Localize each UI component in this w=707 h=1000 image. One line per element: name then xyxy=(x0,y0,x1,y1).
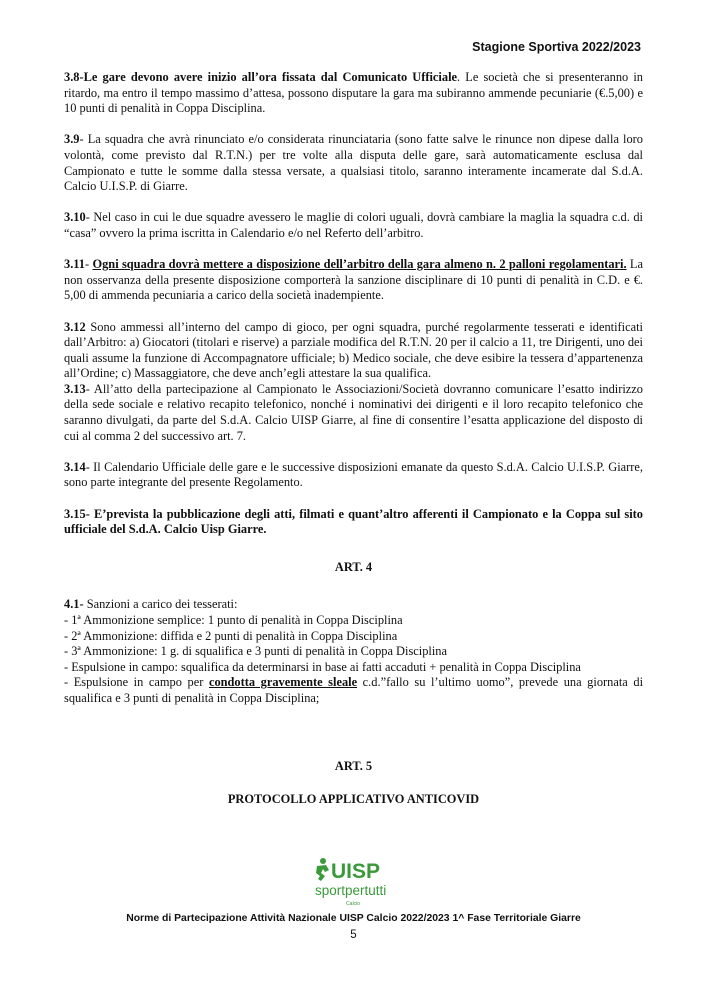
paragraph-3-9 xyxy=(64,132,643,194)
uisp-logo-graphic xyxy=(313,857,397,913)
paragraph-text: Sanzioni a carico dei tesserati: xyxy=(83,597,238,612)
paragraph-3-10 xyxy=(64,210,643,241)
list-item: - Espulsione in campo: squalifica da determinarsi in base ai fatti accaduti + penalità in Coppa Disciplina xyxy=(64,659,581,674)
paragraph-number: 3.8- xyxy=(64,70,84,84)
paragraph-number: 3.14 xyxy=(64,459,86,474)
paragraph-text: - Nel caso in cui le due squadre avessero le maglie di colori uguali, dovrà cambiare la maglia la squadra c.d. di “casa” ovvero la prima iscritta in Calendario e/o nel Referto dell’arbitro. xyxy=(64,210,643,240)
paragraph-number: 3.13 xyxy=(64,381,86,396)
list-item xyxy=(64,675,643,706)
page-footer: Norme di Partecipazione Attività Nazionale UISP Calcio 2022/2023 1^ Fase Territoriale Giarre xyxy=(126,913,581,924)
paragraph-3-11 xyxy=(64,257,643,304)
paragraph-text: - Il Calendario Ufficiale delle gare e le successive disposizioni emanate da questo S.d.A. Calcio U.I.S.P. Giarre, sono parte integrante del presente Regolamento. xyxy=(64,459,643,490)
list-item: - 1ª Ammonizione semplice: 1 punto di penalità in Coppa Disciplina xyxy=(64,613,403,627)
season-header: Stagione Sportiva 2022/2023 xyxy=(472,40,641,54)
list-item: - 3ª Ammonizione: 1 g. di squalifica e 3 punti di penalità in Coppa Disciplina xyxy=(64,644,447,659)
logo-subtext: Calcio xyxy=(346,901,360,907)
paragraph-3-12 xyxy=(64,320,643,382)
paragraph-number: 3.11 xyxy=(64,257,85,272)
paragraph-3-13 xyxy=(64,382,643,444)
page-number: 5 xyxy=(350,929,357,941)
paragraph-3-14 xyxy=(64,460,643,491)
article-4-heading: ART. 4 xyxy=(334,559,373,574)
bold-underlined-text: Ogni squadra dovrà mettere a disposizione dell’arbitro della gara almeno n. 2 palloni regolamentari. xyxy=(92,257,627,272)
bold-underlined-text: condotta gravemente sleale xyxy=(208,675,358,690)
paragraph-3-8 xyxy=(64,70,643,117)
protocol-title: PROTOCOLLO APPLICATIVO ANTICOVID xyxy=(227,792,480,807)
logo-uisp-text: UISP xyxy=(331,860,381,883)
paragraph-text: . Le società che si presenteranno in ritardo, ma entro il tempo massimo d’attesa, possono disputare la gara ma subiranno ammende pecuniarie (€.5,00) e 10 punti di penalità in Coppa Disciplina. xyxy=(64,70,643,116)
dash: - xyxy=(85,257,93,272)
list-item-text: - Espulsione in campo per xyxy=(64,675,209,690)
article-5-heading: ART. 5 xyxy=(334,758,373,773)
paragraph-number: 3.15 xyxy=(64,506,86,521)
paragraph-number: 3.9 xyxy=(64,132,80,147)
runner-icon xyxy=(316,858,329,881)
paragraph-4-1 xyxy=(64,597,643,706)
paragraph-3-15 xyxy=(64,507,643,538)
paragraph-number: 3.12 xyxy=(64,319,86,334)
paragraph-text: - All’atto della partecipazione al Campionato le Associazioni/Società dovranno comunicare l’esatto indirizzo della sede sociale e relativo recapito telefonico, nonché i nominativi dei dirigenti e il loro recapito telefonico che saranno divulgati, da parte del S.d.A. Calcio UISP Giarre, al fine di consentire l’esatta applicazione del disposto di cui al comma 2 del successivo art. 7. xyxy=(64,381,643,443)
bold-text: Le gare devono avere inizio all’ora fissata dal Comunicato Ufficiale xyxy=(83,70,458,84)
paragraph-number: 3.10 xyxy=(64,210,86,225)
paragraph-number: 4.1- xyxy=(64,597,84,612)
list-item-text: c.d.”fallo su l’ultimo uomo”, prevede una giornata di squalifica e 3 punti di penalità in Coppa Disciplina; xyxy=(64,675,644,705)
logo-tagline: sportpertutti xyxy=(315,883,387,898)
paragraph-text: - La squadra che avrà rinunciato e/o considerata rinunciataria (sono fatte salve le rinunce non dipese dalla loro volontà, come previsto dal R.T.N.) per tre volte alla disputa delle gare, sarà automaticamente esclusa dal Campionato e tutte le somme dalla stessa versate, a qualsiasi titolo, saranno interamente incamerate dal S.d.A. Calcio U.I.S.P. di Giarre. xyxy=(64,132,643,194)
paragraph-text: Sono ammessi all’interno del campo di gioco, per ogni squadra, purché regolarmente tesserati e identificati dall’Arbitro: a) Giocatori (titolari e riserve) a parziale modifica del R.T.N. 20 per il calcio a 11, tre Dirigenti, uno dei quali assume la funzione di Accompagnatore ufficiale; b) Medico sociale, che deve esibire la tessera d’appartenenza all’Ordine; c) Massaggiatore, che deve anch’egli attestare la sua qualifica. xyxy=(64,319,643,381)
document-body xyxy=(64,70,643,808)
bold-text: - E’prevista la pubblicazione degli atti, filmati e quant’altro afferenti il Campionato e la Coppa sul sito ufficiale del S.d.A. Calcio Uisp Giarre. xyxy=(64,506,643,537)
uisp-logo xyxy=(313,857,397,913)
paragraph-text: La non osservanza della presente disposizione comporterà la sanzione disciplinare di 10 punti di penalità in C.D. e €. 5,00 di ammenda pecuniaria a carico della società inadempiente. xyxy=(64,257,643,303)
list-item: - 2ª Ammonizione: diffida e 2 punti di penalità in Coppa Disciplina xyxy=(64,628,398,643)
